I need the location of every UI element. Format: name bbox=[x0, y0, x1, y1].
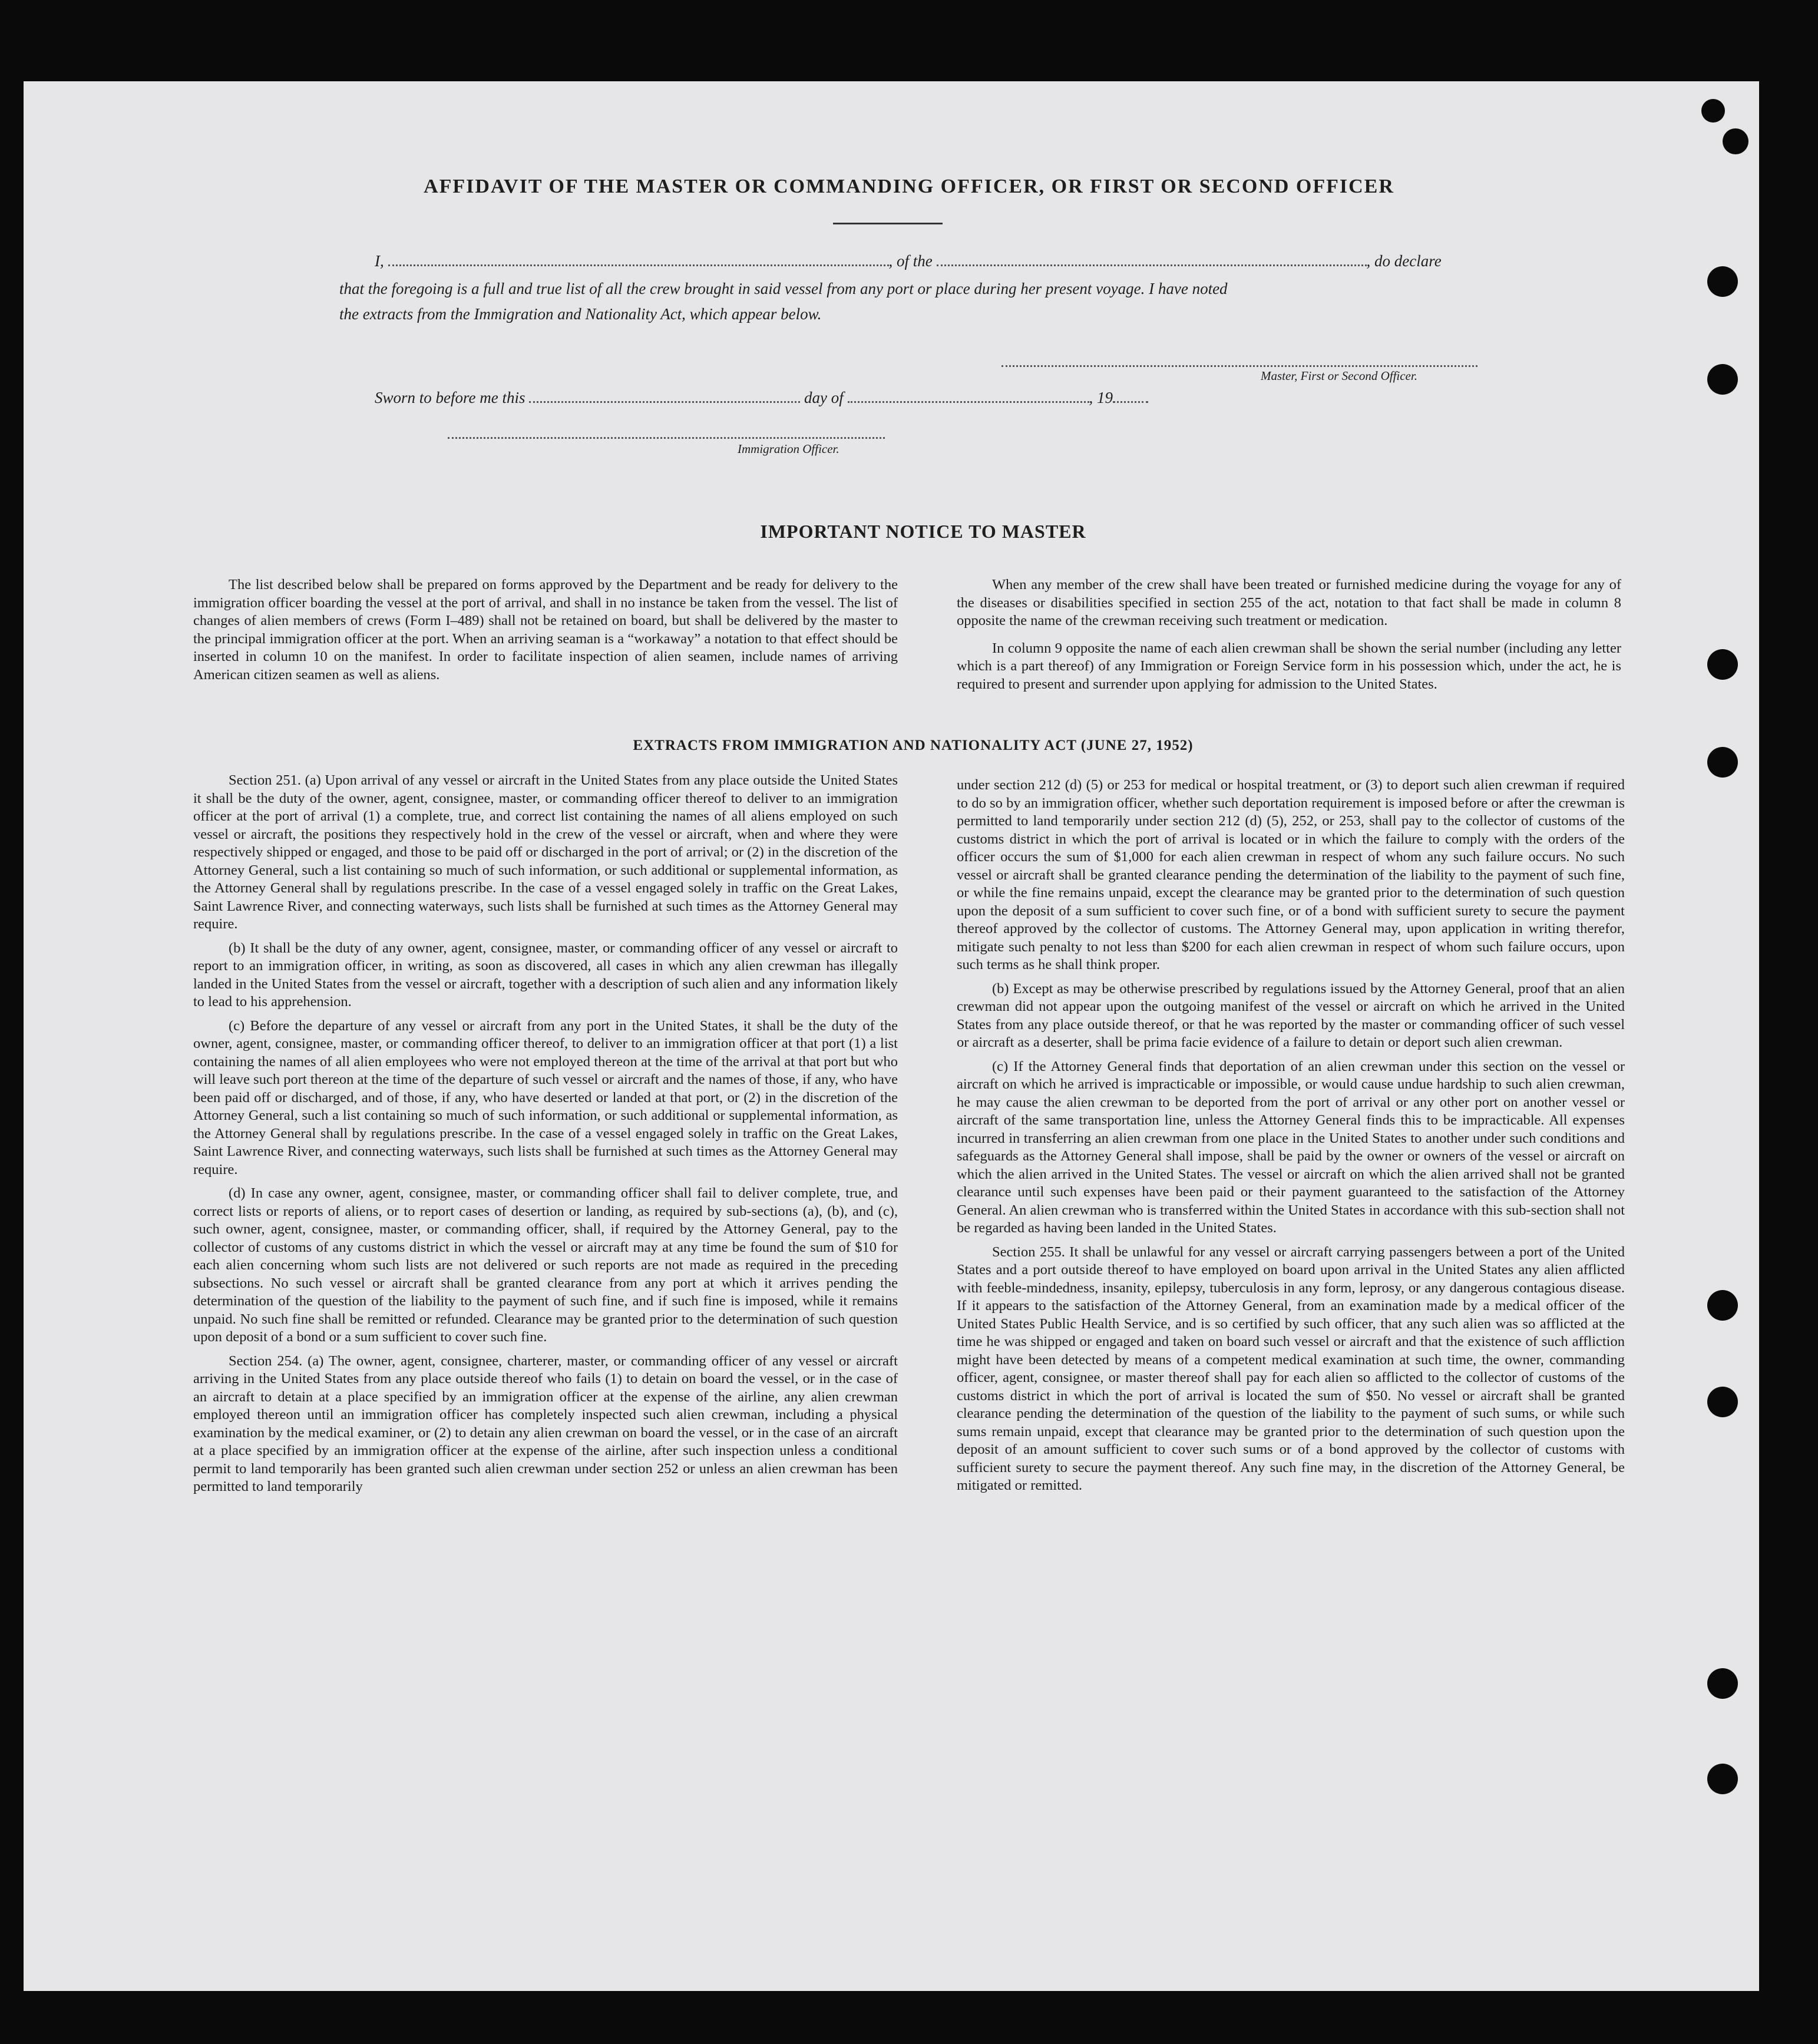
binder-hole-icon bbox=[1707, 649, 1738, 680]
binder-hole-icon bbox=[1723, 128, 1748, 154]
extract-paragraph: under section 212 (d) (5) or 253 for medical or hospital treatment, or (3) to deport such alien crewman if required to do so by an immigration officer, whether such deportation requirement is imposed before or after the crewman is permitted to land temporarily under section 212 (d) (5), 252, or 253, shall pay to the collector of customs of the customs district in which the port of arrival is located or in which the failure to comply with the orders of the officer occurs the sum of $1,000 for each alien crewman in respect of whom any such failure occurs. No such vessel or aircraft shall be granted clearance pending the determination of the liability to the payment of such fine, or while the fine remains unpaid, except the clearance may be granted prior to the determination of such question upon the deposit of a sum sufficient to cover such fine, or of a bond with sufficient surety to secure the payment thereof approved by the collector of customs. The Attorney General may, upon application in writing therefor, mitigate such penalty to not less than $200 for each alien crewman in respect of whom such failure occurs, upon such terms as he shall think proper. bbox=[957, 777, 1625, 973]
day-of-text: day of bbox=[804, 389, 844, 406]
binder-hole-icon bbox=[1707, 1764, 1738, 1794]
notice-heading: IMPORTANT NOTICE TO MASTER bbox=[760, 521, 1086, 542]
statement-line-1: that the foregoing is a full and true list of all the crew brought in said vessel from any port or place during her present voyage. I have noted bbox=[339, 280, 1228, 297]
extract-paragraph: Section 254. (a) The owner, agent, consignee, charterer, master, or commanding officer of any vessel or aircraft arriving in the United States from any place outside thereof who fails (1) to detain on board the vessel, or in the case of an aircraft to detain at a place specified by an immigration officer at the expense of the airline, any alien crewman employed thereon until an immigration officer has completely inspected such alien crewman, including a physical examination by the medical examiner, or (2) to detain any alien crewman on board the vessel, or in the case of an aircraft at a place specified by an immigration officer at the expense of the airline, after such inspection unless a conditional permit to land temporarily has been granted such alien crewman under section 252 or unless an alien crewman has been permitted to land temporarily bbox=[193, 1352, 898, 1494]
extract-paragraph: (c) If the Attorney General finds that deportation of an alien crewman under this section on the vessel or aircraft on which he arrived is impracticable or impossible, or would cause undue hardship to such alien crewman, he may cause the alien crewman to be deported from the port of arrival or any other port on another vessel or aircraft of the same transportation line, unless the Attorney General finds this to be impracticable. All expenses incurred in transferring an alien crewman from one place in the United States to another under such conditions and safeguards as the Attorney General shall impose, shall be paid by the owner or owners of the vessel or aircraft on which the alien arrived in the United States. The vessel or aircraft on which the alien arrived shall not be granted clearance until such expenses have been paid or their payment guaranteed to the satisfaction of the Attorney General. An alien crewman who is transferred within the United States in accordance with this sub-section shall not be regarded as having been landed in the United States. bbox=[957, 1058, 1625, 1236]
declaration-i: I, bbox=[375, 252, 384, 270]
binder-hole-icon bbox=[1707, 1290, 1738, 1321]
sworn-text: Sworn to before me this bbox=[375, 389, 525, 406]
sworn-month-field[interactable] bbox=[848, 401, 1089, 403]
sworn-line bbox=[375, 389, 1148, 407]
statement-line-2: the extracts from the Immigration and Nationality Act, which appear below. bbox=[339, 305, 822, 323]
name-field[interactable] bbox=[388, 264, 889, 266]
extract-paragraph: (b) Except as may be otherwise prescribed by regulations issued by the Attorney General, proof that an alien crewman did not appear upon the outgoing manifest of the vessel or aircraft on which he arrived in the United States from any place outside thereof, or that he was reported by the master or commanding officer of such vessel or aircraft as a deserter, shall be prima facie evidence of a failure to detain or deport such alien crewman. bbox=[957, 980, 1625, 1050]
binder-hole-icon bbox=[1707, 266, 1738, 297]
master-signature-label: Master, First or Second Officer. bbox=[1261, 369, 1417, 383]
affidavit-title: AFFIDAVIT OF THE MASTER OR COMMANDING OFFICER, OR FIRST OR SECOND OFFICER bbox=[424, 176, 1394, 197]
immigration-officer-signature-line[interactable] bbox=[448, 437, 885, 439]
vessel-field[interactable] bbox=[937, 264, 1367, 266]
extracts-left-column bbox=[193, 772, 898, 1502]
sworn-year-field[interactable] bbox=[1113, 401, 1148, 403]
notice-paragraph: The list described below shall be prepared on forms approved by the Department and be ready for delivery to the immigration officer boarding the vessel at the port of arrival, and shall in no instance be taken from the vessel. The list of changes of alien members of crews (Form I–489) shall not be retained on board, but shall be delivered by the master to the principal immigration officer at the port. When an arriving seaman is a “workaway” a notation to that effect should be inserted in column 10 on the manifest. In order to facilitate inspection of alien seamen, include names of arriving American citizen seamen as well as aliens. bbox=[193, 577, 898, 683]
declaration-do-declare: , do declare bbox=[1366, 252, 1442, 270]
sworn-day-field[interactable] bbox=[529, 401, 800, 403]
extract-paragraph: (d) In case any owner, agent, consignee, master, or commanding officer shall fail to deliver complete, true, and correct lists or reports of aliens, or to report cases of desertion or landing, as required by sub-sections (a), (b), and (c), such owner, agent, consignee, master, or commanding officer, shall, if required by the Attorney General, pay to the collector of customs of any customs district in which the vessel or aircraft may at any time be found the sum of $10 for each alien concerning whom such lists are not delivered or such reports are not made as required in the preceding subsections. No such vessel or aircraft shall be granted clearance from any port at which it arrives pending the determination of the question of the liability to the payment of such fine, and if such fine is imposed, while it remains unpaid. No such fine shall be remitted or refunded. Clearance may be granted prior to the determination of such question upon deposit of a bond or a sum sufficient to cover such fine. bbox=[193, 1185, 898, 1345]
notice-paragraph: When any member of the crew shall have been treated or furnished medicine during the voyage for any of the diseases or disabilities specified in section 255 of the act, notation to that fact shall be made in column 8 opposite the name of the crewman receiving such treatment or medication. bbox=[957, 577, 1621, 629]
notice-left-column bbox=[193, 576, 898, 690]
extract-paragraph: (c) Before the departure of any vessel or aircraft from any port in the United States, it shall be the duty of the owner, agent, consignee, master, or commanding officer thereof, to deliver to an immigration officer at that port (1) a list containing the names of all alien employees who were not employed thereon at the time of the arrival at that port but who will leave such port thereon at the time of the departure of such vessel or aircraft and the names of those, if any, who have been paid off or discharged, and of those, if any, who have deserted or landed at that port, or (2) in the discretion of the Attorney General, such a list containing so much of such information, or such additional or supplemental information, as the Attorney General shall by regulations prescribe. In the case of a vessel engaged solely in traffic on the Great Lakes, Saint Lawrence River, and connecting waterways, such lists shall be furnished at such times as the Attorney General may require. bbox=[193, 1017, 898, 1178]
title-underline bbox=[833, 223, 943, 224]
extracts-heading: EXTRACTS FROM IMMIGRATION AND NATIONALITY ACT (JUNE 27, 1952) bbox=[633, 737, 1194, 753]
master-signature-line[interactable] bbox=[1001, 365, 1477, 367]
declaration-of-the: , of the bbox=[888, 252, 933, 270]
binder-hole-icon bbox=[1707, 1668, 1738, 1699]
extract-paragraph: (b) It shall be the duty of any owner, agent, consignee, master, or commanding officer of any vessel or aircraft to report to an immigration officer, in writing, as soon as discovered, all cases in which any alien crewman has illegally landed in the United States from the vessel or aircraft, together with a description of such alien and any information likely to lead to his apprehension. bbox=[193, 940, 898, 1010]
extract-paragraph: Section 255. It shall be unlawful for any vessel or aircraft carrying passengers between a port of the United States and a port outside thereof to have employed on board upon arrival in the United States any alien afflicted with feeble-mindedness, insanity, epilepsy, tuberculosis in any form, leprosy, or any dangerous contagious disease. If it appears to the satisfaction of the Attorney General, from an examination made by a medical officer of the United States Public Health Service, and is so certified by such officer, that any such alien was so afflicted at the time he was shipped or engaged and taken on board such vessel or aircraft and that the existence of such affliction might have been detected by means of a competent medical examination at such time, the owner, commanding officer, agent, consignee, or master thereof shall pay for each alien so afflicted to the collector of customs of the customs district in which the port of arrival is located the sum of $50. No vessel or aircraft shall be granted clearance pending the determination of the question of the liability to the payment of such sums, or while such sums remain unpaid, except that clearance may be granted prior to the determination of such question upon the deposit of an amount sufficient to cover such sums or of a bond approved by the collector of customs with sufficient surety to secure the payment thereof. Any such fine may, in the discretion of the Attorney General, be mitigated or remitted. bbox=[957, 1243, 1625, 1493]
declaration-line bbox=[375, 252, 1476, 270]
notice-paragraph: In column 9 opposite the name of each alien crewman shall be shown the serial number (including any letter which is a part thereof) of any Immigration or Foreign Service form in his possession which, under the act, he is required to present and surrender upon applying for admission to the United States. bbox=[957, 640, 1621, 692]
year-prefix: , 19 bbox=[1089, 389, 1113, 406]
immigration-officer-label: Immigration Officer. bbox=[738, 442, 839, 456]
extracts-right-column bbox=[957, 776, 1625, 1501]
binder-hole-icon bbox=[1707, 364, 1738, 395]
extract-paragraph: Section 251. (a) Upon arrival of any vessel or aircraft in the United States from any place outside the United States it shall be the duty of the owner, agent, consignee, master, or commanding officer thereof to deliver to an immigration officer at the port of arrival (1) a complete, true, and correct list containing the names of all aliens employed on such vessel or aircraft, the positions they respectively hold in the crew of the vessel or aircraft, when and where they were respectively shipped or engaged, and those to be paid off or discharged in the port of arrival; or (2) in the discretion of the Attorney General, such a list containing so much of such information, or such additional or supplemental information, as the Attorney General shall by regulations prescribe. In the case of a vessel engaged solely in traffic on the Great Lakes, Saint Lawrence River, and connecting waterways, such lists shall be furnished at such times as the Attorney General may require. bbox=[193, 772, 898, 932]
binder-hole-icon bbox=[1707, 1387, 1738, 1417]
notice-right-column bbox=[957, 576, 1621, 699]
binder-hole-icon bbox=[1701, 99, 1725, 123]
